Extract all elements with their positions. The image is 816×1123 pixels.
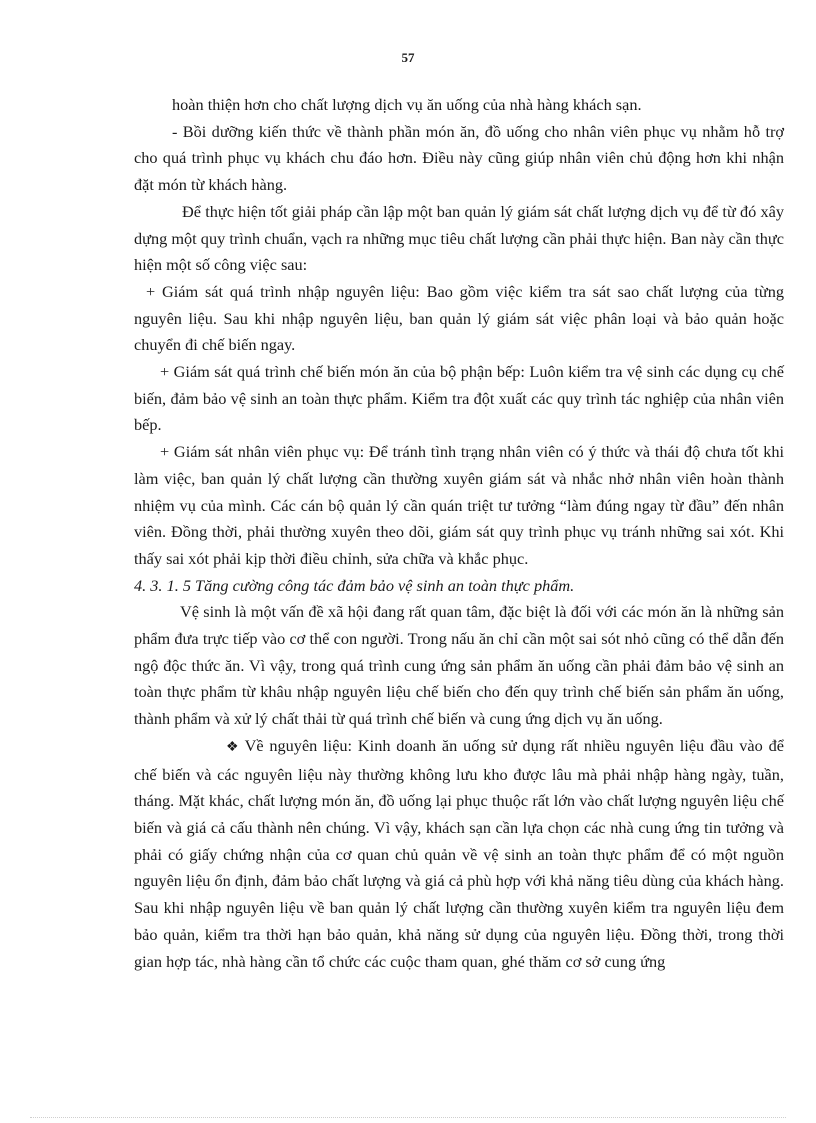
diamond-bullet-icon: ❖ (226, 739, 239, 755)
page-number: 57 (401, 50, 415, 65)
paragraph-ingredients (134, 733, 784, 975)
paragraph-monitor-ingredients: + Giám sát quá trình nhập nguyên liệu: Bao gồm việc kiểm tra sát sao chất lượng của từng nguyên liệu. Sau khi nhập nguyên liệu, ban quản lý giám sát việc phân loại và bảo quản hoặc chuyển đi chế biến ngay. (134, 281, 784, 355)
paragraph-solution-intro: Để thực hiện tốt giải pháp cần lập một ban quản lý giám sát chất lượng dịch vụ để từ đó xây dựng một quy trình chuẩn, vạch ra những mục tiêu chất lượng cần phải thực hiện. Ban này cần thực hiện một số công việc sau: (134, 201, 784, 275)
paragraph-monitor-kitchen: + Giám sát quá trình chế biến món ăn của bộ phận bếp: Luôn kiểm tra vệ sinh các dụng cụ chế biến, đảm bảo vệ sinh an toàn thực phẩm. Kiểm tra đột xuất các quy trình tác nghiệp của nhân viên bếp. (134, 362, 784, 435)
paragraph-continuation: hoàn thiện hơn cho chất lượng dịch vụ ăn uống của nhà hàng khách sạn. (172, 95, 642, 114)
section-heading: 4. 3. 1. 5 Tăng cường công tác đảm bảo vệ sinh an toàn thực phẩm. (134, 575, 575, 595)
paragraph-hygiene: Vệ sinh là một vấn đề xã hội đang rất quan tâm, đặc biệt là đối với các món ăn là những sản phẩm đưa trực tiếp vào cơ thể con người. Trong nấu ăn chỉ cần một sai sót nhỏ cũng có thể dẫn đến ngộ độc thức ăn. Vì vậy, trong quá trình cung ứng sản phẩm ăn uống cần phải đảm bảo vệ sinh an toàn thực phẩm từ khâu nhập nguyên liệu chế biến cho đến quy trình chế biến sản phẩm ăn uống, thành phẩm và xử lý chất thải từ quá trình chế biến và cung ứng dịch vụ ăn uống. (134, 602, 784, 729)
paragraph-training: - Bồi dưỡng kiến thức về thành phần món ăn, đồ uống cho nhân viên phục vụ nhằm hỗ trợ cho quá trình phục vụ khách chu đáo hơn. Điều này cũng giúp nhân viên chủ động hơn khi nhận đặt món từ khách hàng. (134, 121, 784, 195)
footer-dotted-divider (30, 1117, 786, 1118)
paragraph-ingredients-text: Về nguyên liệu: Kinh doanh ăn uống sử dụng rất nhiều nguyên liệu đầu vào để chế biến và các nguyên liệu này thường không lưu kho được lâu mà phải nhập hàng ngày, tuần, tháng. Mặt khác, chất lượng món ăn, đồ uống lại phục thuộc rất lớn vào chất lượng nguyên liệu chế biến và giá cả cấu thành nên chúng. Vì vậy, khách sạn cần lựa chọn các nhà cung ứng tin tưởng và phải có giấy chứng nhận của cơ quan chủ quản về vệ sinh an toàn thực phẩm để có một nguồn nguyên liệu ổn định, đảm bảo chất lượng và giá cả phù hợp với khả năng tiêu dùng của khách hàng. Sau khi nhập nguyên liệu về ban quản lý chất lượng cần thường xuyên kiểm tra nguyên liệu đem bảo quản, kiểm tra thời hạn bảo quản, khả năng sử dụng của nguyên liệu. Đồng thời, trong thời gian hợp tác, nhà hàng cần tổ chức các cuộc tham quan, ghé thăm cơ sở cung ứng (134, 735, 784, 971)
paragraph-monitor-staff: + Giám sát nhân viên phục vụ: Để tránh tình trạng nhân viên có ý thức và thái độ chưa tốt khi làm việc, ban quản lý chất lượng cần thường xuyên giám sát và nhắc nhở nhân viên hoàn thành nhiệm vụ của mình. Các cán bộ quản lý cần quán triệt tư tưởng “làm đúng ngay từ đầu” đến nhân viên. Đồng thời, phải thường xuyên theo dõi, giám sát quy trình phục vụ tránh những sai xót. Khi thấy sai xót phải kịp thời điều chỉnh, sửa chữa và khắc phục. (134, 442, 784, 568)
document-body (134, 92, 784, 975)
